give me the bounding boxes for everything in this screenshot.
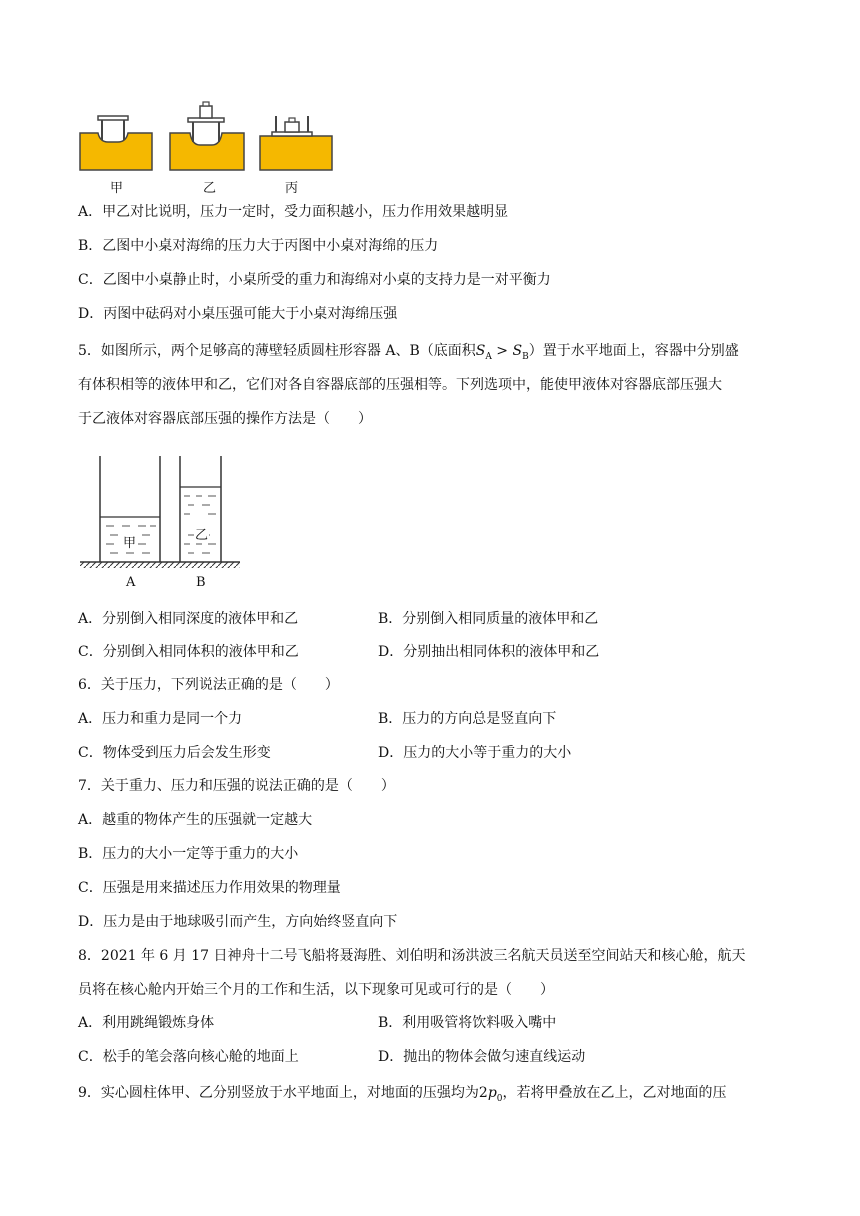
figure-caption-bing: 丙 (285, 181, 299, 196)
q8-stem-line2: 员将在核心舱内开始三个月的工作和生活，以下现象可见或可行的是（ ） (78, 982, 554, 998)
q5-option-b: B．分别倒入相同质量的液体甲和乙 (378, 611, 599, 627)
q6-option-a: A．压力和重力是同一个力 (78, 711, 243, 727)
q7-option-b: B．压力的大小一定等于重力的大小 (78, 846, 299, 862)
area-symbol-a: $S_A$ (475, 343, 492, 362)
sponge-bing (260, 116, 332, 170)
q5-option-c: C．分别倒入相同体积的液体甲和乙 (78, 644, 299, 660)
q9-stem-part1: 9．实心圆柱体甲、乙分别竖放于水平地面上，对地面的压强均为 (78, 1085, 479, 1101)
q7-stem: 7．关于重力、压力和压强的说法正确的是（ ） (78, 778, 395, 794)
q8-option-b: B．利用吸管将饮料吸入嘴中 (378, 1015, 557, 1031)
q6-stem: 6．关于压力，下列说法正确的是（ ） (78, 677, 339, 693)
q4-option-d: D．丙图中砝码对小桌压强可能大于小桌对海绵压强 (78, 306, 398, 322)
sponge-experiment-figure (78, 100, 338, 172)
liquid-label-yi: 乙 (194, 524, 209, 543)
q6-option-c: C．物体受到压力后会发生形变 (78, 745, 271, 761)
q7-option-c: C．压强是用来描述压力作用效果的物理量 (78, 880, 341, 896)
q8-option-a: A．利用跳绳锻炼身体 (78, 1015, 215, 1031)
q5-option-d: D．分别抽出相同体积的液体甲和乙 (378, 644, 600, 660)
figure-caption-jia: 甲 (110, 181, 124, 196)
q6-option-b: B．压力的方向总是竖直向下 (378, 711, 557, 727)
liquid-label-jia: 甲 (122, 532, 137, 551)
q8-option-c: C．松手的笔会落向核心舱的地面上 (78, 1049, 299, 1065)
pressure-coefficient: 2 (478, 1085, 488, 1101)
sponge-jia (80, 116, 152, 170)
q8-option-d: D．抛出的物体会做匀速直线运动 (378, 1049, 586, 1065)
q9-stem (78, 1083, 727, 1109)
container-label-a: A (126, 575, 136, 590)
q7-option-a: A．越重的物体产生的压强就一定越大 (78, 812, 313, 828)
containers-figure (80, 452, 240, 592)
q6-option-d: D．压力的大小等于重力的大小 (378, 745, 572, 761)
q5-stem-line2: 有体积相等的液体甲和乙，它们对各自容器底部的压强相等。下列选项中，能使甲液体对容器底部压强大 (78, 377, 722, 393)
q5-stem-line3: 于乙液体对容器底部压强的操作方法是（ ） (78, 411, 372, 427)
q9-stem-part2: ，若将甲叠放在乙上，乙对地面的压 (502, 1085, 727, 1101)
gt-sign: > (491, 343, 513, 359)
q8-stem-line1: 8．2021 年 6 月 17 日神舟十二号飞船将聂海胜、刘伯明和汤洪波三名航天员送至空间站天和核心舱，航天 (78, 948, 746, 964)
q5-stem-line1 (78, 341, 739, 367)
pressure-symbol: $p_0$ (487, 1085, 503, 1104)
q7-option-d: D．压力是由于地球吸引而产生，方向始终竖直向下 (78, 914, 398, 930)
q4-option-c: C．乙图中小桌静止时，小桌所受的重力和海绵对小桌的支持力是一对平衡力 (78, 272, 551, 288)
container-b (180, 456, 221, 562)
q5-option-a: A．分别倒入相同深度的液体甲和乙 (78, 611, 299, 627)
sponge-yi (170, 102, 244, 170)
container-label-b: B (196, 575, 206, 590)
area-symbol-b: $S_B$ (512, 343, 529, 362)
q4-option-a: A．甲乙对比说明，压力一定时，受力面积越小，压力作用效果越明显 (78, 204, 509, 220)
q5-stem-part2: ）置于水平地面上，容器中分别盛 (528, 343, 739, 359)
q4-option-b: B．乙图中小桌对海绵的压力大于丙图中小桌对海绵的压力 (78, 238, 439, 254)
q5-stem-part1: 5．如图所示，两个足够高的薄壁轻质圆柱形容器 A、B（底面积 (78, 343, 476, 359)
figure-caption-yi: 乙 (203, 181, 217, 196)
